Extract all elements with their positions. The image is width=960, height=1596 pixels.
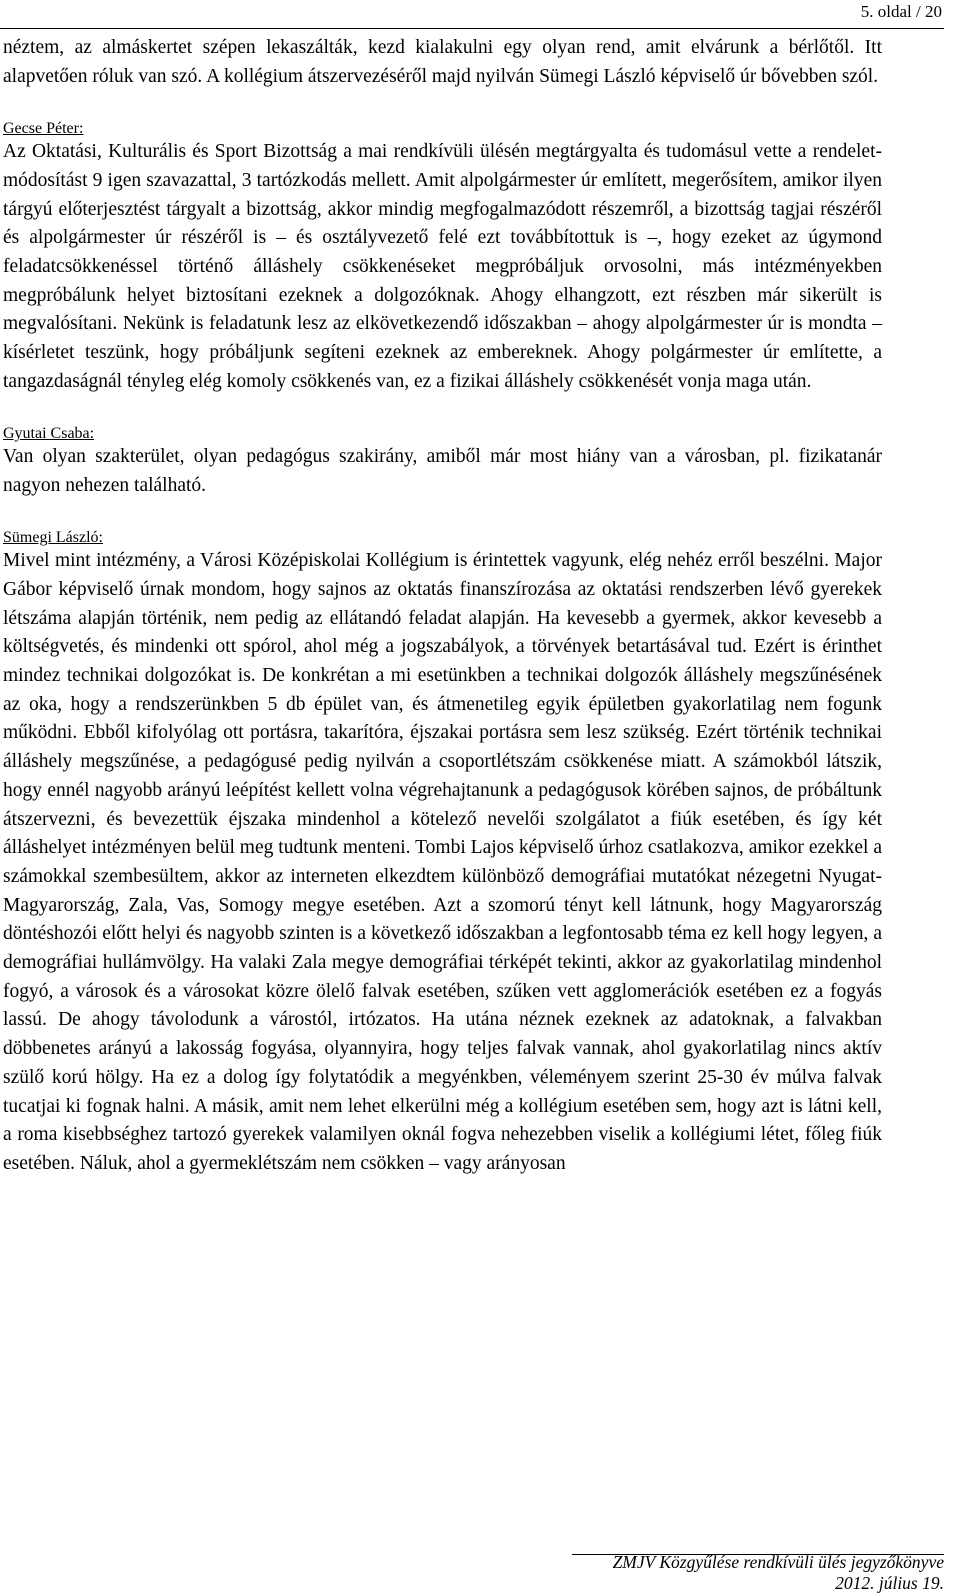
header-rule [0, 28, 944, 29]
speaker-name: Gyutai Csaba: [3, 425, 95, 443]
speech-paragraph: Van olyan szakterület, olyan pedagógus szakirány, amiből már most hiány van a városban, pl. fizikatanár nagyon nehezen található. [3, 446, 882, 496]
intro-paragraph: néztem, az almáskertet szépen lekaszálták, kezd kialakulni egy olyan rend, amit elvárunk a bérlőtől. Itt alapvetően róluk van szó. A kollégium átszervezéséről majd nyilván Sümegi László képviselő úr bővebben szól. [3, 37, 882, 87]
speaker-name: Gecse Péter: [3, 120, 84, 138]
speech-paragraph: Az Oktatási, Kulturális és Sport Bizottság a mai rendkívüli ülésén megtárgyalta és tudomásul vette a rendelet-módosítást 9 igen szavazattal, 3 tartózkodás mellett. Amit alpolgármester úr említett, megerősítem, amikor ilyen tárgyú előterjesztést tárgyalt a bizottság, akkor mindig megfogalmazódott részemről, a bizottság tagjai részéről és alpolgármester úr részéről is – és osztályvezető felé ezt továbbítottuk is –, hogy ezeket az úgymond feladatcsökkenéssel történő álláshely csökkenéseket megpróbáljuk orvosolni, más intézményekben megpróbálunk helyet biztosítani ezeknek a dolgozóknak. Ahogy elhangzott, ezt részben már sikerült is megvalósítani. Nekünk is feladatunk lesz az elkövetkezendő időszakban – ahogy alpolgármester úr is mondta – kísérletet teszünk, hogy próbáljunk segíteni ezeknek az embereknek. Ahogy polgármester úr említette, a tangazdaságnál tényleg elég komoly csökkenés van, ez a fizikai álláshely csökkenését vonja maga után. [3, 141, 882, 392]
speaker-name: Sümegi László: [3, 529, 103, 547]
document-body [3, 34, 882, 1179]
paragraph-spacer [3, 396, 882, 425]
footer-date: 2012. július 19. [835, 1573, 944, 1593]
page-number: 5. oldal / 20 [860, 2, 942, 21]
paragraph-spacer [3, 501, 882, 530]
speech-paragraph: Mivel mint intézmény, a Városi Középiskolai Kollégium is érintettek vagyunk, elég nehéz erről beszélni. Major Gábor képviselő úrnak mondom, hogy sajnos az oktatás finanszírozása az oktatási rendszerben lévő gyerekek létszáma alapján történik, nem pedig az ellátandó feladat alapján. Ha kevesebb a gyermek, akkor kevesebb a költségvetés, és mindenki ott spórol, ahol még a jogszabályok, a törvények betartásával tud. Ezért is érinthet mindez technikai dolgozókat is. De konkrétan a mi esetünkben a technikai dolgozók álláshely megszűnésének az oka, hogy a rendszerünkben 5 db épület van, és átmenetileg egyik épületben gyakorlatilag nem fogunk működni. Ebből kifolyólag ott portásra, takarítóra, éjszakai portásra sem lesz szükség. Ezért történik technikai álláshely megszűnése, a pedagógusé pedig nyilván a csoportlétszám csökkenése miatt. A számokból látszik, hogy ennél nagyobb arányú leépítést kellett volna végrehajtanunk a pedagógusok körében sajnos, de próbáltunk átszervezni, és bevezettük éjszaka mindenhol a kötelező nevelői szolgálatot a fiúk esetében, és így két álláshelyet intézményen belül meg tudtunk menteni. Tombi Lajos képviselő úrhoz csatlakozva, amikor ezekkel a számokkal szembesültem, akkor az interneten elkezdtem különböző demográfiai mutatókat nézegetni Nyugat-Magyarország, Zala, Vas, Somogy megye esetében. Azt a szomorú tényt kell látnunk, hogy Magyarország döntéshozói előtt helyi és nagyobb szinten is a következő időszakban a legfontosabb téma ez kell hogy legyen, a demográfiai hullámvölgy. Ha valaki Zala megye demográfiai térképét tekinti, akkor az gyakorlatilag mindenhol fogyó, a városok és a városokat közre ölelő falvak esetében, szűken vett agglomerációk esetében ez a fogyás lassú. De ahogy távolodunk a várostól, irtózatos. Ha utána néznek ezeknek az adatoknak, a falvakban döbbenetes arányú a lakosság fogyása, olyannyira, hogy teljes falvak vannak, ahol gyakorlatilag nincs aktív szülő korú hölgy. Ha ez a dolog így folytatódik a megyénkben, véleményem szerint 25-30 év múlva falvak tucatjai ki fognak halni. A másik, amit nem lehet elkerülni még a kollégium esetében sem, hogy azt is látni kell, a roma kisebbséghez tartozó gyerekek valamilyen oknál fogva nehezebben viselik a kollégiumi létet, főleg fiúk esetében. Náluk, ahol a gyermeklétszám nem csökken – vagy arányosan [3, 550, 882, 1174]
footer-title: ZMJV Közgyűlése rendkívüli ülés jegyzőkönyve [612, 1552, 944, 1572]
paragraph-spacer [3, 91, 882, 120]
